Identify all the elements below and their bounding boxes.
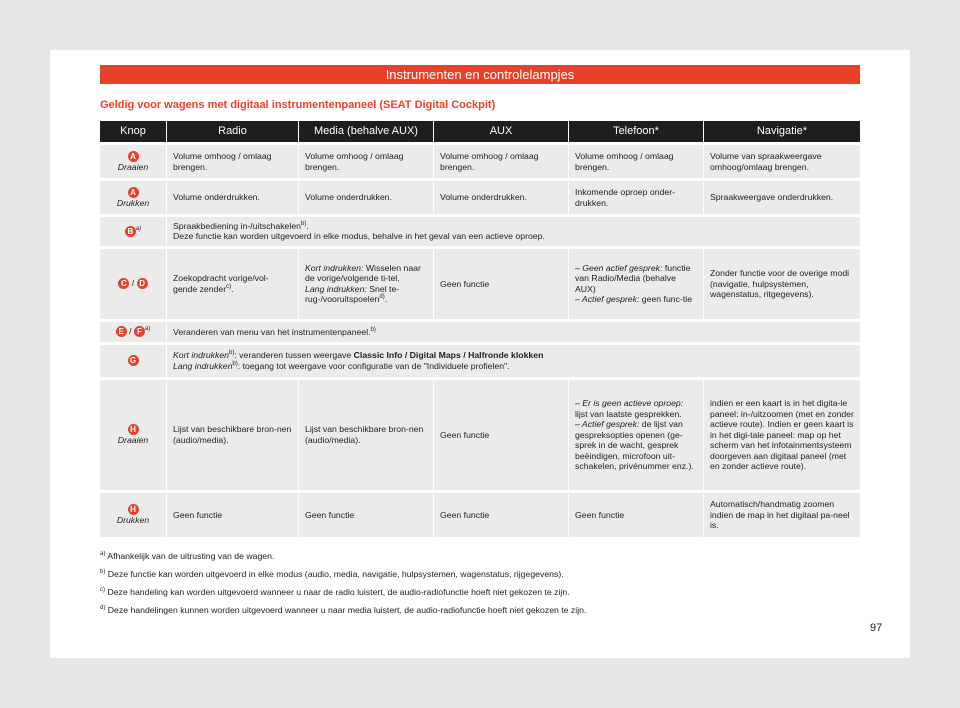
radio-cell: Volume onderdrukken. [166,181,298,214]
col-header-aux: AUX [433,121,568,142]
key-cell [100,181,166,214]
key-badge-h: H [128,424,139,435]
cell-text: Spraakbediening in-/uitschakelen [173,221,301,231]
cell-text: : veranderen tussen weergave [234,350,354,361]
footnote-ref: a) [144,326,151,333]
media-cell [298,249,433,319]
aux-cell: Volume onderdrukken. [433,181,568,214]
table-row [100,380,860,490]
phone-cell [568,249,703,319]
aux-cell: Geen functie [433,249,568,319]
footnote-ref: b) [370,326,376,333]
section-title: Instrumenten en controlelampjes [100,65,860,84]
footnote-ref: d) [379,294,385,301]
key-action: Drukken [116,197,150,208]
col-header-radio: Radio [166,121,298,142]
footnote [100,569,880,579]
media-cell: Volume onderdrukken. [298,181,433,214]
footnote [100,605,880,615]
media-cell: Geen functie [298,493,433,537]
nav-cell: indien er een kaart is in het digita-le paneel: in-/uitzoomen (met en zonder actieve route). Indien er geen kaart is in het digi-tale paneel: map op het scherm van het infotainmentsysteem doorgeven aan digitaal paneel (met en zonder actieve route). [703,380,860,490]
media-cell: Volume omhoog / omlaag brengen. [298,145,433,178]
key-badge-g: G [128,355,139,366]
key-badge-a: A [128,151,139,162]
table-row [100,322,860,342]
radio-cell: Volume omhoog / omlaag brengen. [166,145,298,178]
footnote-mark: a) [100,551,106,558]
footnote-mark: b) [100,569,106,576]
key-action: Draaien [117,435,149,446]
footnote-text: Deze functie kan worden uitgevoerd in elke modus (audio, media, navigatie, hulpsystemen, wagenstatus, rijgegevens). [107,569,564,579]
key-separator: / [126,326,134,337]
key-separator: / [129,278,137,289]
key-cell [100,249,166,319]
key-cell [100,380,166,490]
footnote-ref: b) [300,221,307,228]
cell-text: . [384,294,388,305]
phone-cell: Geen functie [568,493,703,537]
key-action: Drukken [116,515,150,526]
spanning-cell [166,345,860,377]
key-cell [100,322,166,342]
table-row [100,249,860,319]
cell-label: Lang indrukken [173,360,233,371]
footnote [100,551,880,561]
cell-label: – Er is geen actieve oproep: [575,398,684,409]
cell-label: Kort indrukken [173,350,230,361]
cell-text: Wisselen naar de vorige/volgende ti-tel. [305,263,421,284]
key-badge-c: C [118,278,129,289]
cell-label: – Geen actief gesprek: [575,263,663,273]
cell-text: Snel te-rug-/vooruitspoelen [305,283,400,305]
cell-text: de lijst van gespreksopties openen (ge-sprek in de wacht, gesprek beëindigen, microfoon uit-schakelen, privénummer enz.). [575,419,694,471]
key-cell [100,345,166,377]
footnote-text: Deze handelingen kunnen worden uitgevoerd wanneer u naar media luistert, de audio-radiofunctie hoeft niet gekozen te zijn. [107,605,587,615]
page-number: 97 [870,622,883,634]
key-badge-d: D [137,278,148,289]
key-badge-h: H [128,504,139,515]
page-subtitle: Geldig voor wagens met digitaal instrumentenpaneel (SEAT Digital Cockpit) [100,99,496,111]
footnote-ref: a) [135,226,142,233]
radio-cell [166,249,298,319]
spanning-cell [166,322,860,342]
aux-cell: Volume omhoog / omlaag brengen. [433,145,568,178]
cell-text: Veranderen van menu van het instrumentenpaneel. [173,326,371,337]
col-header-media: Media (behalve AUX) [298,121,433,142]
footnote-ref: c) [226,283,232,290]
key-cell [100,217,166,246]
key-cell [100,493,166,537]
cell-label: Kort indrukken: [305,263,364,273]
col-header-navigatie: Navigatie* [703,121,860,142]
cell-text: functie van Radio/Media (behalve AUX) [575,263,691,294]
radio-cell: Geen functie [166,493,298,537]
button-function-table [100,118,860,540]
cell-label: Lang indrukken: [305,283,367,294]
footnote-mark: d) [100,605,106,612]
key-badge-b: B [125,226,136,237]
key-cell [100,145,166,178]
nav-cell: Zonder functie voor de overige modi (navigatie, hulpsystemen, wagenstatus, ritgegevens). [703,249,860,319]
aux-cell: Geen functie [433,493,568,537]
table-row [100,217,860,246]
cell-text: Zoekopdracht vorige/vol-gende zender [173,273,269,294]
cell-text: Deze functie kan worden uitgevoerd in elke modus, behalve in het geval van een actieve oproep. [173,231,545,242]
cell-text: . [231,283,234,294]
footnote-text: Deze handeling kan worden uitgevoerd wanneer u naar de radio luistert, de audio-radiofunctie hoeft niet gekozen te zijn. [107,587,570,597]
key-action: Draaien [117,161,149,172]
table-row [100,181,860,214]
col-header-knop: Knop [100,121,166,142]
radio-cell: Lijst van beschikbare bron-nen (audio/media). [166,380,298,490]
table-row [100,145,860,178]
table-row [100,493,860,537]
cell-text: . [306,221,309,231]
media-cell: Lijst van beschikbare bron-nen (audio/media). [298,380,433,490]
nav-cell: Volume van spraakweergave omhoog/omlaag brengen. [703,145,860,178]
footnote-text: Afhankelijk van de uitrusting van de wagen. [107,551,275,561]
key-badge-a: A [128,187,139,198]
cell-text: geen func-tie [639,294,693,305]
key-badge-e: E [116,326,127,337]
cell-text: : toegang tot weergave voor configuratie van de "Individuele profielen". [237,360,510,371]
table-row [100,345,860,377]
spanning-cell [166,217,860,246]
col-header-telefoon: Telefoon* [568,121,703,142]
cell-text: lijst van laatste gesprekken. [575,408,682,419]
nav-cell: Automatisch/handmatig zoomen indien de map in het digitaal pa-neel is. [703,493,860,537]
footnote-ref: b) [232,360,238,367]
view-options: Classic Info / Digital Maps / Halfronde klokken [353,350,544,361]
footnote [100,587,880,597]
footnote-mark: c) [100,587,105,594]
footnote-ref: b) [229,350,235,357]
aux-cell: Geen functie [433,380,568,490]
cell-label: – Actief gesprek: [575,294,640,305]
nav-cell: Spraakweergave onderdrukken. [703,181,860,214]
phone-cell [568,380,703,490]
table-header-row [100,121,860,142]
phone-cell: Volume omhoog / omlaag brengen. [568,145,703,178]
phone-cell: Inkomende oproep onder-drukken. [568,181,703,214]
key-badge-f: F [134,326,145,337]
cell-label: – Actief gesprek: [575,419,640,430]
